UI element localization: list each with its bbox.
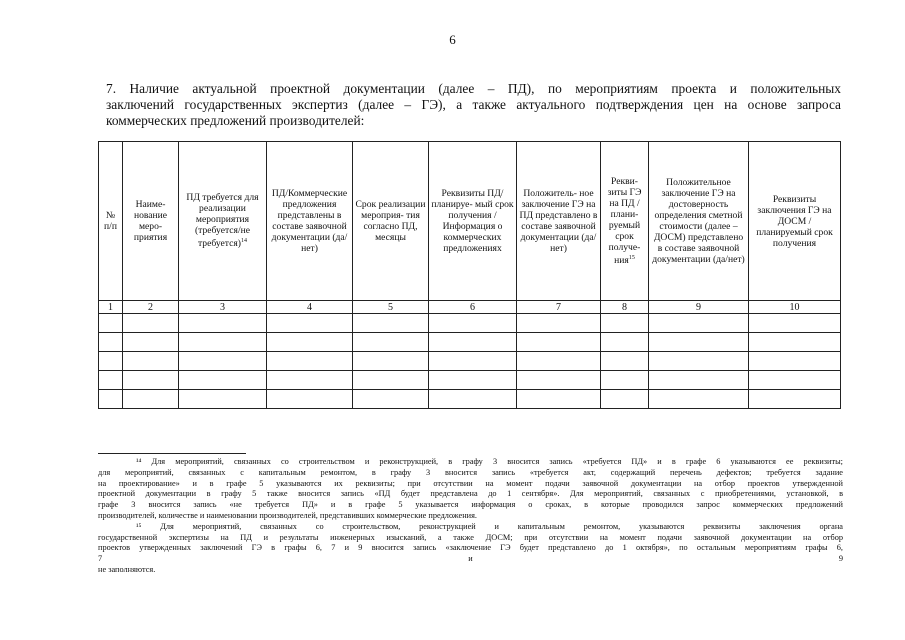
- table-row: [99, 333, 841, 352]
- table-cell: [601, 314, 649, 333]
- table-cell: [429, 333, 517, 352]
- table-cell: [517, 371, 601, 390]
- table-cell: [749, 371, 841, 390]
- table-cell: [649, 390, 749, 409]
- table-cell: [123, 371, 179, 390]
- page-number: 6: [449, 32, 456, 47]
- table-cell: [179, 371, 267, 390]
- table-cell: [123, 390, 179, 409]
- pd-table: [98, 141, 841, 409]
- table-cell: [429, 352, 517, 371]
- col-header-6: Реквизиты ПД/планируе- мый срок получения / Информация о коммерческих предложениях: [429, 142, 517, 301]
- col-number: 9: [649, 301, 749, 314]
- table-cell: [267, 314, 353, 333]
- table-cell: [99, 333, 123, 352]
- table-cell: [267, 390, 353, 409]
- table-cell: [601, 371, 649, 390]
- table-cell: [429, 371, 517, 390]
- col-number: 1: [99, 301, 123, 314]
- table-row: [99, 352, 841, 371]
- table-cell: [123, 314, 179, 333]
- col-header-8: Рекви- зиты ГЭ на ПД / плани- руемый срок получе- ния$^{15}$: [601, 142, 649, 301]
- table-cell: [749, 333, 841, 352]
- footnotes: [98, 457, 843, 576]
- table-cell: [649, 371, 749, 390]
- col-header-1: № п/п: [99, 142, 123, 301]
- heading-line-1: 7. Наличие актуальной проектной документации (далее – ПД), по мероприятиям проекта и положительных: [106, 81, 841, 96]
- table-cell: [649, 314, 749, 333]
- col-number: 4: [267, 301, 353, 314]
- col-header-3: ПД требуется для реализации мероприятия (требуется/не требуется)$^{14}$: [179, 142, 267, 301]
- table-cell: [353, 390, 429, 409]
- table-cell: [517, 390, 601, 409]
- col-number: 10: [749, 301, 841, 314]
- footnote-15: ¹⁵ Для мероприятий, связанных со строительством, реконструкцией и капитальным ремонтом, указываются реквизиты заключения органа государственной экспертизы на ПД и результаты инженерных изысканий, а также ДОСМ; при отсутствии на момент подачи заявочной документации на отбор проектов утвержденных заключений ГЭ в графы 6, 7 и 9 вносится запись «заключение ГЭ будет представлено до 1 октября», по остальным мероприятиям графы 6, 7 и 9 не заполняются.: [98, 521, 843, 574]
- table-cell: [123, 352, 179, 371]
- table-cell: [517, 314, 601, 333]
- table-cell: [749, 352, 841, 371]
- table-cell: [601, 390, 649, 409]
- col-header-9: Положительное заключение ГЭ на достоверность определения сметной стоимости (далее – ДОСМ) представлено в составе заявочной документации (да/нет): [649, 142, 749, 301]
- table-cell: [429, 314, 517, 333]
- table-cell: [749, 390, 841, 409]
- table-cell: [353, 352, 429, 371]
- table-cell: [353, 333, 429, 352]
- table-cell: [749, 314, 841, 333]
- col-number: 6: [429, 301, 517, 314]
- table-cell: [353, 314, 429, 333]
- table-cell: [99, 352, 123, 371]
- col-header-2: Наиме- нование меро- приятия: [123, 142, 179, 301]
- table-cell: [179, 352, 267, 371]
- table-cell: [649, 333, 749, 352]
- col-number: 3: [179, 301, 267, 314]
- section-heading: [106, 81, 841, 129]
- table-cell: [179, 333, 267, 352]
- col-number: 5: [353, 301, 429, 314]
- table-cell: [517, 352, 601, 371]
- table-cell: [179, 314, 267, 333]
- table-cell: [429, 390, 517, 409]
- table-cell: [99, 314, 123, 333]
- table-cell: [649, 352, 749, 371]
- table-cell: [267, 371, 353, 390]
- col-number: 2: [123, 301, 179, 314]
- header-row: [99, 142, 841, 301]
- heading-line-2: заключений государственных экспертиз (далее – ГЭ), а также актуального подтверждения цен на основе запроса: [106, 97, 841, 112]
- table-cell: [99, 371, 123, 390]
- footnote-14: ¹⁴ Для мероприятий, связанных со строительством и реконструкцией, в графу 3 вносится запись «требуется ПД» и в графе 6 указываются ее реквизиты; для мероприятий, связанных с капитальным ремонтом, в графу 3 вносится запись «требуется акт, содержащий перечень дефектов; требуется задание на проектирование» и в графе 5 указываются их реквизиты; при отсутствии на момент подачи заявочной документации на отбор проектов утвержденной проектной документации в графу 5 также вносится запись «ПД будет представлена до 1 сентября». Для мероприятий, связанных с приобретениями, установкой, в графе 3 вносится запись «не требуется ПД» и в графе 5 указывается информация о сроках, в которые проводился запрос коммерческих предложений производителей, количестве и наименовании производителей, представивших коммерческие предложения.: [98, 457, 843, 520]
- table-cell: [99, 390, 123, 409]
- table-cell: [179, 390, 267, 409]
- table-cell: [267, 352, 353, 371]
- table-cell: [353, 371, 429, 390]
- table-cell: [601, 333, 649, 352]
- col-number: 8: [601, 301, 649, 314]
- col-header-5: Срок реализации мероприя- тия согласно ПД, месяцы: [353, 142, 429, 301]
- col-number: 7: [517, 301, 601, 314]
- table-cell: [267, 333, 353, 352]
- table-cell: [517, 333, 601, 352]
- column-number-row: [99, 301, 841, 314]
- table-row: [99, 371, 841, 390]
- footnote-divider: [98, 453, 246, 454]
- table-row: [99, 390, 841, 409]
- footnote-ref-15: 15: [628, 254, 635, 261]
- heading-line-3: коммерческих предложений производителей:: [106, 113, 365, 128]
- col-header-4: ПД/Коммерческие предложения представлены в составе заявочной документации (да/нет): [267, 142, 353, 301]
- col-header-10: Реквизиты заключения ГЭ на ДОСМ / планируемый срок получения: [749, 142, 841, 301]
- table-cell: [601, 352, 649, 371]
- footnote-ref-14: 14: [240, 238, 247, 245]
- table-cell: [123, 333, 179, 352]
- col-header-7: Положитель- ное заключение ГЭ на ПД представлено в составе заявочной документации (да/нет): [517, 142, 601, 301]
- table-row: [99, 314, 841, 333]
